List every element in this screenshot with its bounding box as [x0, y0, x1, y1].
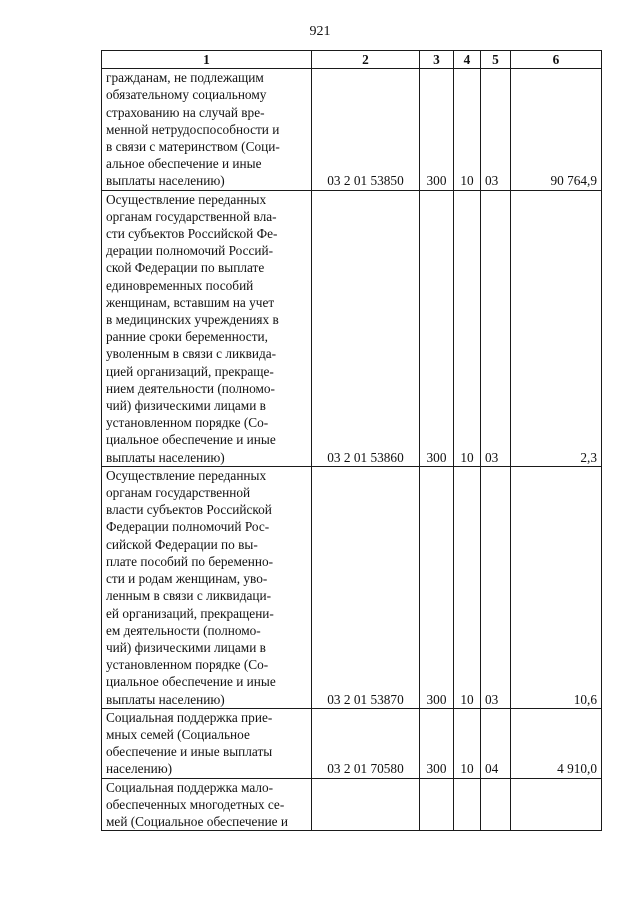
description-line: установленном порядке (Со- [106, 415, 269, 431]
description-line: чий) физическими лицами в [106, 639, 266, 655]
description-line: циальное обеспечение и иные [106, 432, 276, 448]
description-line: органам государственной вла- [106, 208, 277, 224]
row-pr: 04 [481, 708, 511, 778]
row-pr [481, 778, 511, 831]
column-header-name: 1 [102, 51, 312, 69]
row-code: 03 2 01 53860 [312, 190, 420, 466]
description-line: Осуществление переданных [106, 467, 267, 483]
row-rz [454, 778, 481, 831]
row-rz: 10 [454, 466, 481, 708]
table-row [102, 708, 602, 778]
row-code: 03 2 01 53850 [312, 69, 420, 190]
description-line: ей организаций, прекращени- [106, 605, 274, 621]
row-amount: 4 910,0 [511, 708, 602, 778]
description-line: менной нетрудоспособности и [106, 121, 280, 137]
column-header-amount: 6 [511, 51, 602, 69]
description-line: ранние сроки беременности, [106, 329, 268, 345]
description-line: выплаты населению) [106, 691, 225, 707]
row-kvr: 300 [420, 708, 454, 778]
description-line: плате пособий по беременно- [106, 553, 274, 569]
row-description [102, 190, 312, 466]
description-line: в связи с материнством (Соци- [106, 139, 280, 155]
budget-table [101, 50, 602, 831]
column-header-pr: 5 [481, 51, 511, 69]
row-amount: 10,6 [511, 466, 602, 708]
description-line: ленным в связи с ликвидаци- [106, 588, 272, 604]
table-body [102, 69, 602, 831]
description-line: гражданам, не подлежащим [106, 70, 264, 86]
description-line: уволенным в связи с ликвида- [106, 346, 277, 362]
row-description [102, 708, 312, 778]
description-line: мей (Социальное обеспечение и [106, 813, 289, 829]
description-line: Осуществление переданных [106, 191, 267, 207]
description-line: дерации полномочий Россий- [106, 243, 274, 259]
row-rz: 10 [454, 708, 481, 778]
description-line: власти субъектов Российской [106, 502, 272, 518]
description-line: женщинам, вставшим на учет [106, 294, 275, 310]
description-line: обязательному социальному [106, 87, 267, 103]
description-line: альное обеспечение и иные [106, 156, 262, 172]
description-line: чий) физическими лицами в [106, 398, 266, 414]
description-line: установленном порядке (Со- [106, 657, 269, 673]
row-pr: 03 [481, 190, 511, 466]
row-description [102, 466, 312, 708]
row-amount: 90 764,9 [511, 69, 602, 190]
row-pr: 03 [481, 466, 511, 708]
description-line: Федерации полномочий Рос- [106, 519, 270, 535]
table-header-row [102, 51, 602, 69]
description-line: нием деятельности (полномо- [106, 380, 275, 396]
description-line: мных семей (Социальное [106, 726, 250, 742]
row-code: 03 2 01 70580 [312, 708, 420, 778]
description-line: сийской Федерации по вы- [106, 536, 258, 552]
row-kvr: 300 [420, 190, 454, 466]
row-pr: 03 [481, 69, 511, 190]
description-line: обеспечение и иные выплаты [106, 744, 273, 760]
description-line: обеспеченных многодетных се- [106, 796, 285, 812]
table-row [102, 190, 602, 466]
row-rz: 10 [454, 190, 481, 466]
row-code [312, 778, 420, 831]
row-description [102, 778, 312, 831]
table-row [102, 466, 602, 708]
row-amount [511, 778, 602, 831]
row-kvr [420, 778, 454, 831]
description-line: в медицинских учреждениях в [106, 312, 279, 328]
description-line: сти субъектов Российской Фе- [106, 226, 278, 242]
row-description [102, 69, 312, 190]
description-line: населению) [106, 761, 173, 777]
description-line: Социальная поддержка прие- [106, 709, 273, 725]
description-line: ем деятельности (полномо- [106, 622, 261, 638]
description-line: единовременных пособий [106, 277, 254, 293]
description-line: сти и родам женщинам, уво- [106, 571, 268, 587]
description-line: страхованию на случай вре- [106, 104, 265, 120]
description-line: Социальная поддержка мало- [106, 779, 274, 795]
row-code: 03 2 01 53870 [312, 466, 420, 708]
row-kvr: 300 [420, 69, 454, 190]
column-header-code: 2 [312, 51, 420, 69]
description-line: циальное обеспечение и иные [106, 674, 276, 690]
description-line: ской Федерации по выплате [106, 260, 265, 276]
description-line: выплаты населению) [106, 173, 225, 189]
column-header-rz: 4 [454, 51, 481, 69]
table-row [102, 69, 602, 190]
description-line: органам государственной [106, 485, 251, 501]
row-rz: 10 [454, 69, 481, 190]
row-kvr: 300 [420, 466, 454, 708]
column-header-kvr: 3 [420, 51, 454, 69]
table-row [102, 778, 602, 831]
description-line: выплаты населению) [106, 449, 225, 465]
row-amount: 2,3 [511, 190, 602, 466]
page-number: 921 [309, 24, 331, 39]
description-line: цией организаций, прекраще- [106, 363, 274, 379]
